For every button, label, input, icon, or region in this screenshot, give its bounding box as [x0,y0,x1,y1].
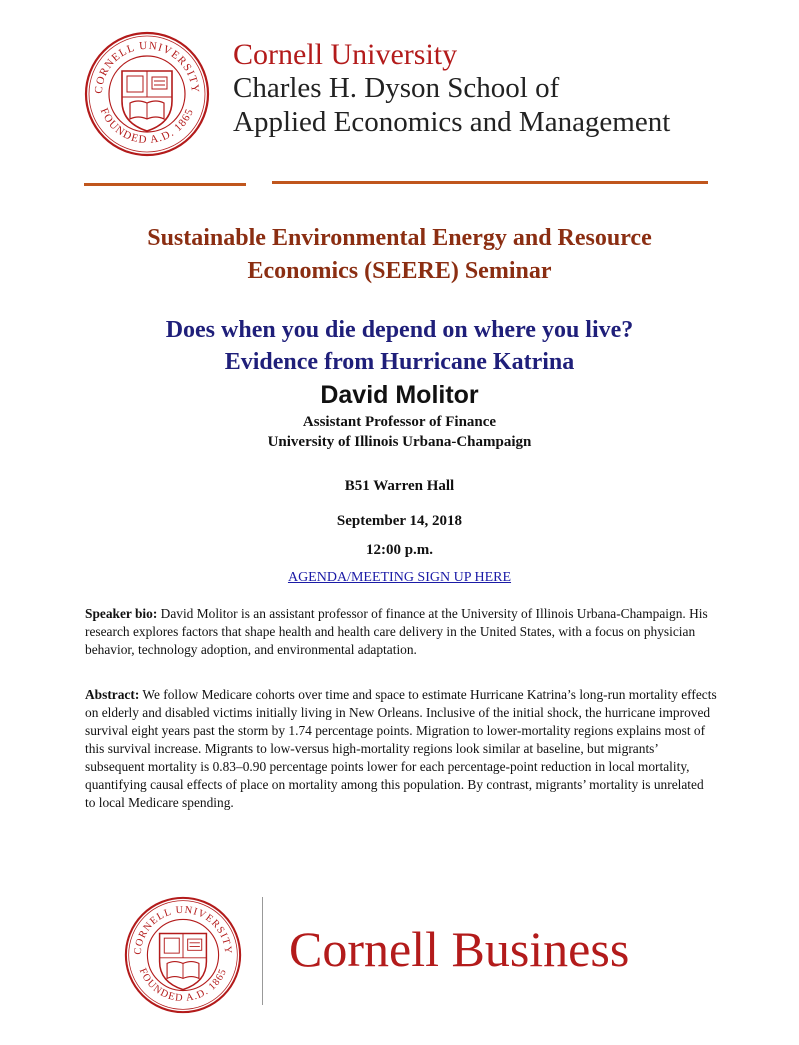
event-time: 12:00 p.m. [365,542,434,558]
university-name: Cornell University [233,38,458,71]
seminar-series-title: Sustainable Environmental Energy and Resource Economics (SEERE) Seminar [147,225,652,284]
footer-seal-text-top: CORNELL UNIVERSITY [132,904,234,956]
cornell-seal-logo-footer [124,896,242,1014]
speaker-name: David Molitor [320,381,479,409]
event-location: B51 Warren Hall [344,478,455,494]
header-rule-left [84,183,246,186]
speaker-bio [85,605,717,659]
speaker-bio-text: David Molitor is an assistant professor of finance at the University of Illinois Urbana-Champaign. His research explores factors that shape health and health care delivery in the United States, with a focus on physician behavior, technology adoption, and environmental adaptation. [85,606,708,657]
speaker-bio-label: Speaker bio: [85,606,158,621]
seal-text-top: CORNELL UNIVERSITY [92,39,202,95]
abstract [85,686,717,812]
footer-seal-text-bottom: FOUNDED A.D. 1865 [136,966,230,1005]
seal-text-bottom: FOUNDED A.D. 1865 [97,106,197,147]
footer-brand: Cornell Business [289,921,630,977]
speaker-title: Assistant Professor of Finance [302,414,497,430]
event-date: September 14, 2018 [336,513,463,529]
cornell-seal-logo [84,31,210,157]
footer-divider [262,897,263,1005]
school-name-line2: Applied Economics and Management [233,106,671,138]
school-name-line1: Charles H. Dyson School of [233,72,560,104]
signup-link-wrapper [0,570,799,586]
speaker-affiliation: University of Illinois Urbana-Champaign [267,434,532,450]
abstract-label: Abstract: [85,687,140,702]
agenda-signup-link[interactable]: AGENDA/MEETING SIGN UP HERE [287,570,512,585]
header-rule-right [272,181,708,184]
talk-title: Does when you die depend on where you live? Evidence from Hurricane Katrina [165,317,634,375]
abstract-text: We follow Medicare cohorts over time and space to estimate Hurricane Katrina’s long-run mortality effects on elderly and disabled victims initially living in New Orleans. Inclusive of the initial shock, the hurricane improved survival eight years past the storm by 1.74 percentage points. Migration to lower-mortality regions explains most of this survival increase. Migrants to low-versus high-mortality regions look similar at baseline, but migrants’ subsequent mortality is 0.83–0.90 percentage points lower for each percentage-point reduction in local mortality, quantifying causal effects of place on mortality among this population. By contrast, migrants’ mortality is unrelated to local Medicare spending. [85,687,717,810]
